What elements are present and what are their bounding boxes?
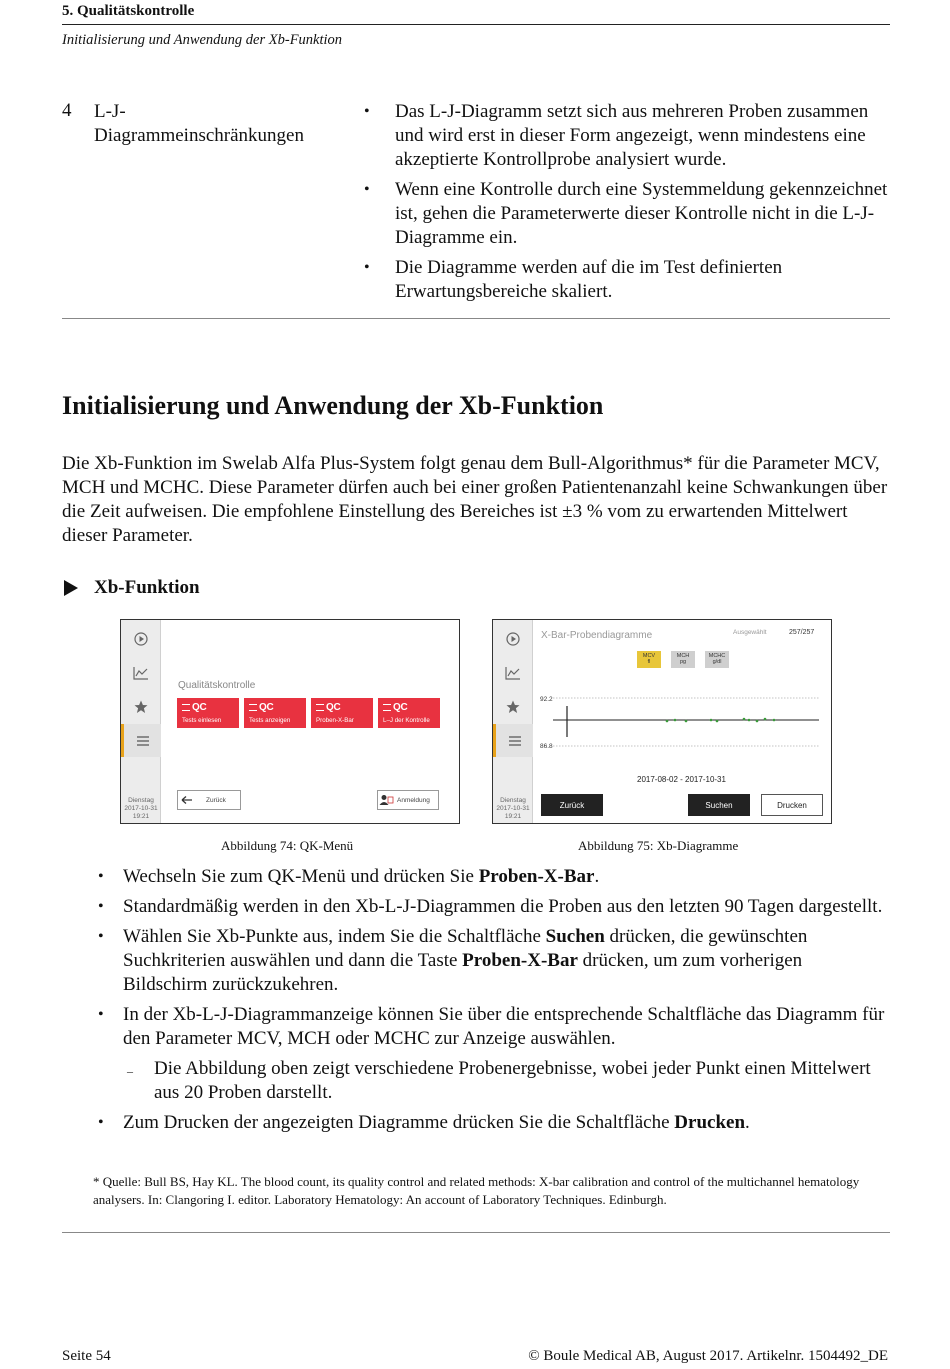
- tests-read-button[interactable]: [177, 698, 239, 728]
- system-datetime: [493, 797, 533, 821]
- sidebar: [121, 620, 161, 823]
- list-item: • Die Diagramme werden auf die im Test definierten Erwartungsbereiche skaliert.: [362, 256, 892, 304]
- mcv-parameter-button[interactable]: [637, 651, 661, 668]
- instruction-list: [96, 865, 890, 1141]
- star-icon[interactable]: [493, 690, 533, 723]
- back-button[interactable]: [177, 790, 241, 810]
- section-title: Initialisierung und Anwendung der Xb-Funktion: [62, 391, 604, 420]
- system-datetime: [121, 797, 161, 821]
- data-point: [685, 720, 688, 723]
- print-button[interactable]: Drucken: [761, 794, 823, 816]
- page-number: Seite 54: [62, 1348, 111, 1364]
- sidebar: [493, 620, 533, 823]
- bold-term: Drucken: [674, 1112, 746, 1133]
- list-item: • Zum Drucken der angezeigten Diagramme drücken Sie die Schaltfläche Drucken.: [96, 1111, 890, 1135]
- intro-paragraph: Die Xb-Funktion im Swelab Alfa Plus-System folgt genau dem Bull-Algorithmus* für die Parameter MCV, MCH und MCHC. Diese Parameter dürfen auch bei einer großen Patientenanzahl keine Schwankungen über die Zeit aufweisen. Die empfohlene Einstellung des Bereiches ist ±3 % vom zu erwartenden Mittelwert dieser Parameter.: [62, 453, 888, 546]
- qc-icon: QC: [316, 702, 340, 713]
- list-item: • Wählen Sie Xb-Punkte aus, indem Sie die Schaltfläche Suchen drücken, die gewünschten Suchkriterien auswählen und dann die Taste Proben-X-Bar drücken, um zum vorherigen Bildschirm zurückzukehren.: [96, 925, 890, 997]
- figure-74-caption: Abbildung 74: QK-Menü: [221, 838, 354, 853]
- tests-view-button[interactable]: [244, 698, 306, 728]
- footnote: * Quelle: Bull BS, Hay KL. The blood count, its quality control and related methods: X-bar calibration and control of the multichannel hematology analysers. In: Clangoring I. editor. Laboratory Hematology: An account of Laboratory Techniques. Edinburgh.: [93, 1174, 860, 1207]
- bold-term: Proben-X-Bar: [478, 866, 595, 887]
- qc-icon: QC: [249, 702, 273, 713]
- proben-x-bar-button[interactable]: [311, 698, 373, 728]
- xb-plot-area: [553, 690, 819, 758]
- login-button[interactable]: [377, 790, 439, 810]
- header-divider: [62, 24, 890, 25]
- sub-list-item: – Die Abbildung oben zeigt verschiedene Probenergebnisse, wobei jeder Punkt einen Mittelwert aus 20 Proben darstellt.: [123, 1057, 890, 1105]
- list-item: • Das L-J-Diagramm setzt sich aus mehreren Proben zusammen und wird erst in dieser Form angezeigt, wenn mindestens eine akzeptierte Kontrollprobe analysiert wurde.: [362, 100, 892, 172]
- data-point: [756, 720, 759, 723]
- procedure-arrow-icon: [64, 580, 78, 596]
- chip-name: MCHC: [708, 653, 726, 659]
- chart-icon[interactable]: [121, 656, 161, 689]
- step-number: 4: [62, 100, 72, 121]
- running-subtitle: Initialisierung und Anwendung der Xb-Funktion: [62, 32, 343, 48]
- qk-menu-title: Qualitätskontrolle: [178, 680, 256, 691]
- list-item: • Standardmäßig werden in den Xb-L-J-Diagrammen die Proben aus den letzten 90 Tagen dargestellt.: [96, 895, 890, 919]
- tile-label: L–J der Kontrolle: [383, 717, 430, 724]
- play-icon[interactable]: [121, 622, 161, 655]
- footer-divider: [62, 1232, 890, 1233]
- chip-name: MCH: [676, 653, 690, 659]
- xb-screen-title: X-Bar-Probendiagramme: [541, 630, 653, 641]
- time-label: 19:21: [132, 813, 150, 820]
- selected-label: Ausgewählt: [733, 629, 767, 636]
- xb-diagram-screenshot: [492, 619, 832, 824]
- chip-unit: fl: [647, 659, 651, 665]
- login-label: Anmeldung: [397, 796, 430, 804]
- list-item: • In der Xb-L-J-Diagrammanzeige können Sie über die entsprechende Schaltfläche das Diagramm für den Parameter MCV, MCH oder MCHC zur Anzeige auswählen. – Die Abbildung oben zeigt verschiedene Probenergebnisse, wobei jeder Punkt einen Mittelwert aus 20 Proben darstellt.: [96, 1003, 890, 1105]
- menu-icon[interactable]: [493, 724, 533, 757]
- tile-label: Tests anzeigen: [249, 717, 291, 724]
- chapter-heading: 5. Qualitätskontrolle: [62, 3, 195, 19]
- limitations-title: L-J-Diagrammeinschränkungen: [94, 101, 304, 146]
- qc-icon: QC: [383, 702, 407, 713]
- chart-icon[interactable]: [493, 656, 533, 689]
- data-point: [764, 718, 767, 721]
- data-point: [710, 719, 713, 722]
- section-divider: [62, 318, 890, 319]
- chip-unit: g/dl: [712, 659, 722, 665]
- data-point: [666, 720, 669, 723]
- data-point: [748, 719, 751, 722]
- list-item: • Wenn eine Kontrolle durch eine Systemmeldung gekennzeichnet ist, gehen die Parameterwerte dieser Kontrolle nicht in die L-J-Diagramme ein.: [362, 178, 892, 250]
- data-point: [773, 719, 776, 722]
- data-point: [674, 719, 677, 722]
- date-label: 2017-10-31: [496, 805, 530, 812]
- time-label: 19:21: [504, 813, 522, 820]
- copyright: © Boule Medical AB, August 2017. Artikelnr. 1504492_DE: [528, 1348, 888, 1364]
- mchc-parameter-button[interactable]: [705, 651, 729, 668]
- date-label: 2017-10-31: [124, 805, 158, 812]
- tile-label: Proben-X-Bar: [316, 717, 354, 724]
- menu-icon[interactable]: [121, 724, 161, 757]
- chip-name: MCV: [642, 653, 656, 659]
- sub-list: [123, 1057, 890, 1105]
- selected-count: 257/257: [789, 629, 815, 636]
- search-button[interactable]: Suchen: [688, 794, 750, 816]
- y-lower-label: 86.8: [540, 743, 553, 750]
- bold-term: Suchen: [545, 926, 605, 947]
- user-icon: [378, 794, 394, 806]
- data-point: [743, 718, 746, 721]
- day-label: Dienstag: [128, 797, 154, 804]
- arrow-left-icon: [178, 795, 198, 805]
- qc-icon: QC: [182, 702, 206, 713]
- back-button[interactable]: Zurück: [541, 794, 603, 816]
- date-range: 2017-08-02 - 2017-10-31: [637, 775, 726, 784]
- limitations-list: [362, 100, 892, 310]
- data-point: [716, 720, 719, 723]
- star-icon[interactable]: [121, 690, 161, 723]
- procedure-title: Xb-Funktion: [94, 577, 200, 598]
- chip-unit: pg: [679, 659, 687, 665]
- lj-control-button[interactable]: [378, 698, 440, 728]
- figure-75-caption: Abbildung 75: Xb-Diagramme: [578, 838, 739, 853]
- bold-term: Proben-X-Bar: [462, 950, 578, 971]
- tile-label: Tests einlesen: [182, 717, 222, 724]
- mch-parameter-button[interactable]: [671, 651, 695, 668]
- y-upper-label: 92.2: [540, 696, 553, 703]
- day-label: Dienstag: [500, 797, 526, 804]
- qk-menu-screenshot: [120, 619, 460, 824]
- play-icon[interactable]: [493, 622, 533, 655]
- back-label: Zurück: [206, 796, 226, 804]
- list-item: • Wechseln Sie zum QK-Menü und drücken Sie Proben-X-Bar.: [96, 865, 890, 889]
